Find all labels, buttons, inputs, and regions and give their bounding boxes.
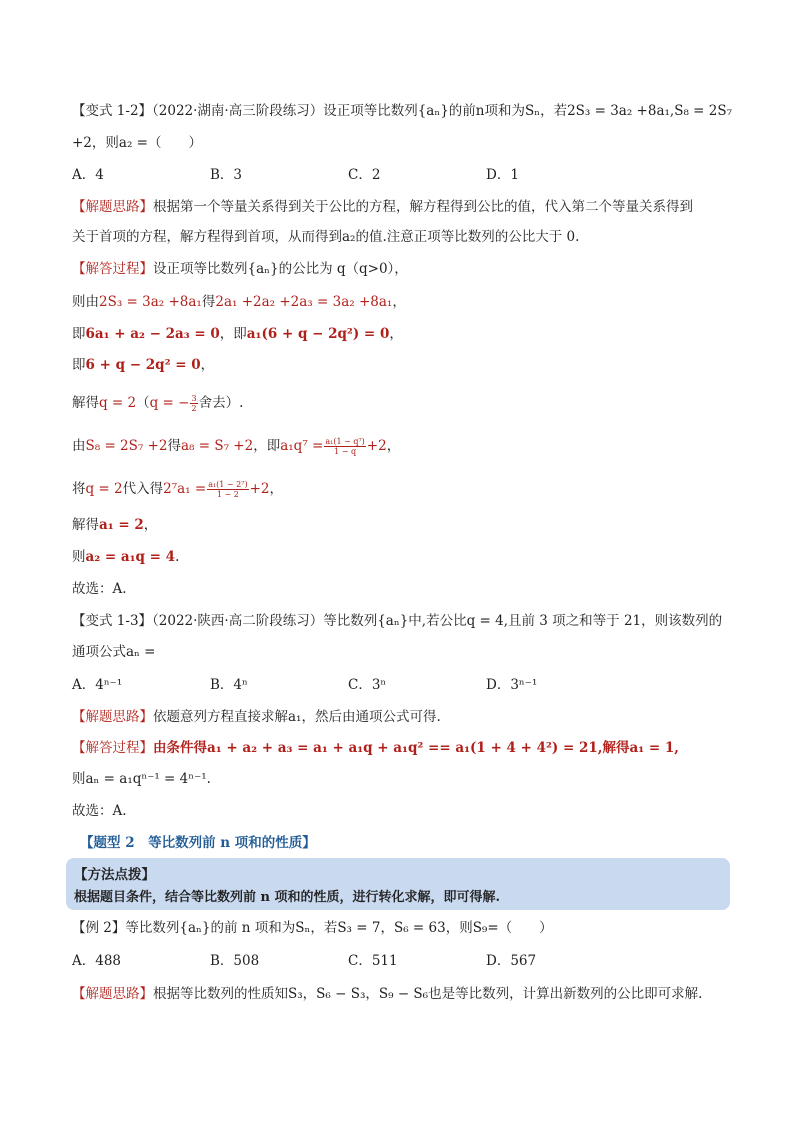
text: ，	[143, 517, 158, 533]
solution-1-2-line1	[72, 259, 408, 279]
question-1-3-line1: 【变式 1-3】（2022·陕西·高二阶段练习）等比数列{aₙ}中,若公比q = 4,且前 3 项之和等于 21，则该数列的	[72, 613, 723, 629]
formula: q = 2	[85, 481, 123, 497]
solution-1-2-line5	[72, 393, 243, 413]
text: 解得	[72, 395, 99, 411]
example-2-line1: 【例 2】等比数列{aₙ}的前 n 项和为Sₙ，若S₃ = 7，S₆ = 63，则S₉=（ ）	[72, 920, 553, 936]
solution-1-3-line1	[72, 738, 679, 758]
formula: a₁q⁷ =	[280, 438, 324, 454]
formula: 6 + q − 2q² = 0	[85, 357, 201, 373]
denominator: 2	[191, 404, 197, 413]
text: ，	[386, 438, 401, 454]
text: ，即	[219, 326, 247, 342]
question-1-3-line2: 通项公式aₙ =	[72, 644, 156, 660]
option-c: C．2	[348, 167, 381, 183]
fraction	[324, 437, 365, 456]
solution-1-2-line2	[72, 292, 406, 312]
solution-1-2-line4	[72, 355, 214, 375]
formula: a₁(6 + q − 2q²) = 0	[246, 326, 390, 342]
option-a: A．4ⁿ⁻¹	[72, 677, 123, 693]
option-b: B．508	[210, 953, 260, 969]
option-d: D．3ⁿ⁻¹	[486, 677, 538, 693]
text: 得	[167, 438, 181, 454]
formula: q = 2	[99, 395, 137, 411]
text: 则由	[72, 294, 99, 310]
option-a: A．488	[72, 953, 122, 969]
idea-text: 根据第一个等量关系得到关于公比的方程，解方程得到公比的值，代入第二个等量关系得到	[153, 199, 693, 215]
text: 代入得	[122, 481, 164, 497]
formula: 2S₃ = 3a₂ +8a₁	[99, 294, 202, 310]
solution-1-2-line7	[72, 479, 283, 499]
idea-tag: 【解题思路】	[72, 199, 153, 215]
solution-1-2-line6	[72, 436, 400, 456]
formula: a₁ = 2	[99, 517, 144, 533]
solution-1-2-line9	[72, 547, 179, 567]
idea-text: 根据等比数列的性质知S₃，S₆ − S₃，S₉ − S₆也是等比数列，计算出新数列的公比即可求解.	[153, 986, 703, 1002]
method-body: 根据题目条件，结合等比数列前 n 项和的性质，进行转化求解，即可得解.	[74, 890, 501, 905]
idea-example-2	[72, 984, 702, 1004]
formula: 2a₁ +2a₂ +2a₃ = 3a₂ +8a₁	[215, 294, 393, 310]
section-title: 【题型 2 等比数列前 n 项和的性质】	[80, 835, 316, 851]
fraction	[190, 394, 197, 413]
idea-1-3-line1	[72, 707, 441, 727]
answer-1-2: 故选：A.	[72, 581, 127, 597]
text: ，	[389, 326, 403, 342]
option-a: A．4	[72, 167, 104, 183]
question-1-2-line1: 【变式 1-2】（2022·湖南·高三阶段练习）设正项等比数列{aₙ}的前n项和为Sₙ，若2S₃ = 3a₂ +8a₁,S₈ = 2S₇	[72, 103, 733, 119]
solution-1-3-line2: 则aₙ = a₁qⁿ⁻¹ = 4ⁿ⁻¹.	[72, 771, 211, 787]
numerator: a₁(1 − q⁷)	[325, 437, 365, 446]
numerator: 3	[191, 394, 197, 403]
text: ，	[392, 294, 406, 310]
formula: a₂ = a₁q = 4	[85, 549, 176, 565]
solution-1-2-line3	[72, 324, 403, 344]
text: 即	[72, 326, 86, 342]
option-d: D．1	[486, 167, 519, 183]
formula: +2	[249, 481, 270, 497]
option-d: D．567	[486, 953, 537, 969]
text: 舍去）.	[198, 395, 244, 411]
idea-text: 依题意列方程直接求解a₁，然后由通项公式可得.	[153, 709, 441, 725]
idea-1-2-line2: 关于首项的方程，解方程得到首项，从而得到a₂的值.注意正项等比数列的公比大于 0.	[72, 229, 580, 245]
text: ，	[200, 357, 215, 373]
option-b: B．4ⁿ	[210, 677, 248, 693]
text: （	[136, 395, 150, 411]
solution-tag: 【解答过程】	[72, 740, 153, 756]
option-c: C．511	[348, 953, 398, 969]
method-heading: 【方法点拨】	[74, 867, 155, 883]
question-1-2-line2: +2，则a₂ =（ ）	[72, 135, 202, 151]
option-c: C．3ⁿ	[348, 677, 387, 693]
formula: +2	[366, 438, 387, 454]
idea-1-2-line1	[72, 197, 693, 217]
solution-text: 设正项等比数列{aₙ}的公比为 q（q>0），	[153, 261, 408, 277]
text: 由	[72, 438, 86, 454]
method-box	[66, 858, 730, 910]
fraction	[207, 480, 248, 499]
text: 得	[201, 294, 216, 310]
denominator: 1 − 2	[216, 490, 239, 499]
option-b: B．3	[210, 167, 243, 183]
text: 即	[72, 357, 86, 373]
formula: S₈ = 2S₇ +2	[85, 438, 168, 454]
answer-1-3: 故选：A.	[72, 803, 127, 819]
idea-tag: 【解题思路】	[72, 986, 153, 1002]
solution-tag: 【解答过程】	[72, 261, 153, 277]
solution-text: 由条件得a₁ + a₂ + a₃ = a₁ + a₁q + a₁q² == a₁(1 + 4 + 4²) = 21,解得a₁ = 1,	[153, 740, 679, 756]
idea-tag: 【解题思路】	[72, 709, 153, 725]
formula: a₈ = S₇ +2	[181, 438, 254, 454]
solution-1-2-line8	[72, 515, 157, 535]
text: 则	[72, 549, 86, 565]
text: 将	[72, 481, 86, 497]
formula: q = −	[149, 395, 190, 411]
denominator: 1 − q	[334, 447, 357, 456]
text: .	[175, 549, 180, 565]
text: ，	[269, 481, 284, 497]
numerator: a₁(1 − 2⁷)	[208, 480, 248, 489]
text: 解得	[72, 517, 99, 533]
formula: 2⁷a₁ =	[163, 481, 207, 497]
formula: 6a₁ + a₂ − 2a₃ = 0	[85, 326, 220, 342]
text: ，即	[253, 438, 281, 454]
